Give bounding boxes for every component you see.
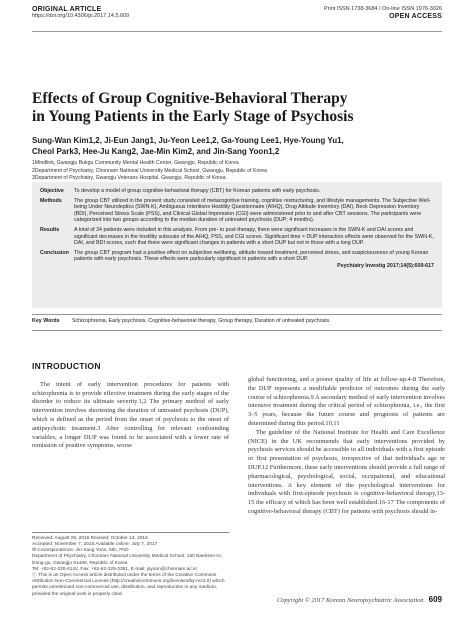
author-list [32,135,434,157]
abstract-conclusion [40,250,434,270]
keywords-bottom-rule [32,330,442,331]
right-column [248,376,445,517]
footnotes [32,532,229,598]
conclusion-text [74,250,434,270]
results-heading: Results [40,226,60,233]
intro-paragraph-3: The guideline of the National Institute for Health and Care Excellence (NICE) in the UK recommends that early interventions provided by psychosis services should be accessible to all individuals with a first episode or first presentation of psychosis, irrespective of that individual's age or DUP.12 Furthermore, these early interventions should provide a full range of pharmacological, psychological, social, occupational, and educational interventions. A key element of the psychological interventions for individuals with first-episode psychosis is cognitive-behavioral therapy,13-15 the efficacy of which has been well established.16-17 The components of cognitive-behavioral therapy (CBT) for patients with psychosis should in- [248,428,445,515]
left-column [32,362,229,451]
header-left [32,6,129,20]
journal-citation: Psychiatry Investig 2017;14(5):609-617 [337,262,434,269]
conclusion-body: The group CBT program had a positive effect on subjective wellbeing, attitude toward treatment, perceived stress, and suspiciousness of young Korean patients with early psychosis. These effects were particularly significant in patients with a short DUP. [74,249,429,263]
open-access-label: OPEN ACCESS [389,13,442,20]
page-number: 609 [428,595,442,604]
header-right [324,6,442,20]
copyright-notice: Copyright © 2017 Korean Neuropsychiatric Association [276,597,424,604]
article-title [32,90,414,126]
affiliations [32,160,444,183]
methods-text: The group CBT utilized in the present study consisted of metacognitive training, cognitive restructuring, and lifestyle managements. The Subjective Well-being Under Neuroleptics (SWN-K), Ambiguous Intentions Hostility Questionnaire (AIHQ), Drug Attitude Inventory (DAI), Beck Depression Inventory (BDI), Perceived Stress Scale (PSS), and Clinical Global Impression (CGI) were administered prior to and after CBT sessions. The participants were categorized into two groups according to the median duration of untreated psychosis (DUP; 4 months). [74,197,431,224]
abstract-methods [40,198,434,224]
objective-text: To develop a model of group cognitive-behavioral therapy (CBT) for Korean patients with early psychosis. [74,188,321,194]
authors-line-2: Cheol Park3, Hee-Ju Kang2, Jae-Min Kim2, and Jin-Sang Yoon1,2 [32,147,280,156]
accepted-dates: Accepted: November 7, 2016 Available online: July 7, 2017 [32,542,158,547]
intro-paragraph-2: global functioning, and a poorer quality of life at follow-up.4-8 Therefore, the DUP represents a modifiable predictor of outcomes during the early course of schizophrenia.9 A secondary method of early intervention involves intensive treatment during the critical period of schizophrenia, i.e., the first 3–5 years, because the future course and prognosis of patients are determined during this period.10,11 [248,376,445,427]
abstract-box [32,182,442,308]
objective-heading: Objective [40,188,64,194]
affiliation-3: 3Department of Psychiatry, Gwangju Veterans Hospital, Gwangju, Republic of Korea [32,175,226,181]
header-rule [32,31,442,32]
title-line-1: Effects of Group Cognitive-Behavioral Therapy [32,90,348,107]
journal-header [32,6,442,30]
conclusion-heading: Conclusion [40,249,69,256]
intro-paragraph-1: The intent of early intervention procedures for patients with schizophrenia is to provide effective treatment during the early stages of the disorder to reduce its ultimate severity.1,2 The primary method of early intervention involves shortening the duration of untreated psychosis (DUP), which is defined as the period from the onset of psychosis to the onset of antipsychotic treatment.3 After controlling for relevant confounding variables, a longer DUP was found to be associated with a lower rate of remission of positive symptoms, worse [32,380,229,450]
license-notice: ⓒ This is an Open Access article distributed under the terms of the Creative Commons Attribution Non-Commercial License (http://creativecommons.org/licenses/by-nc/4.0) which permits unrestricted non-commercial use, distribution, and reproduction in any medium, provided the original work is properly cited. [32,573,225,597]
title-line-2: in Young Patients in the Early Stage of Psychosis [32,108,354,125]
keywords-text: Schizophrenia, Early psychosis, Cognitive-behavioral therapy, Group therapy, Duration of untreated psychosis. [72,318,331,324]
correspondence-address: Department of Psychiatry, Chonnam National University Medical School, 160 Baekseo-ro, Dong-gu, Gwangju 61469, Republic of Korea [32,554,223,566]
keywords-top-rule [32,314,442,315]
methods-heading: Methods [40,197,62,204]
issn: Print ISSN 1738-3684 / On-line ISSN 1976-3026 [323,6,442,12]
results-text: A total of 34 patients were included in this analysis. From pre- to post-therapy, there were significant increases in the SWN-K and DAI scores and significant decreases in the hostility subscale of the AIHQ, PSS, and CGI scores. Significant time × DUP interaction effects were observed for the SWN-K, DAI, and BDI scores, such that there were significant changes in patients with a short DUP but not in those with a long DUP. [74,226,434,247]
footnote-rule [32,532,229,533]
correspondence-contact: Tel: +82-62-220-6142, Fax: +82-62-225-2351, E-mail: jsyoon@chonnam.ac.kr [32,566,198,572]
article-type: ORIGINAL ARTICLE [32,6,102,13]
affiliation-1: 1Mindlink, Gwangju Bukgu Community Mental Health Center, Gwangju, Republic of Korea [32,160,239,166]
authors-line-1: Sung-Wan Kim1,2, Ji-Eun Jang1, Ju-Yeon Lee1,2, Ga-Young Lee1, Hye-Young Yu1, [32,136,344,145]
keywords-heading: Key Words [32,318,60,324]
doi-link[interactable]: https://doi.org/10.4306/pi.2017.14.5.609 [32,13,130,19]
affiliation-2: 2Department of Psychiatry, Chonnam National University Medical School, Gwangju, Republic of Korea [32,167,267,174]
correspondence: ✉ Correspondence: Jin-Sang Yoon, MD, PhD [32,548,129,554]
abstract-objective [40,188,434,195]
received-dates: Received: August 28, 2016 Revised: October 13, 2016 [32,535,148,541]
page-footer [277,595,442,604]
introduction-heading: INTRODUCTION [32,361,101,371]
abstract-results [40,227,434,247]
